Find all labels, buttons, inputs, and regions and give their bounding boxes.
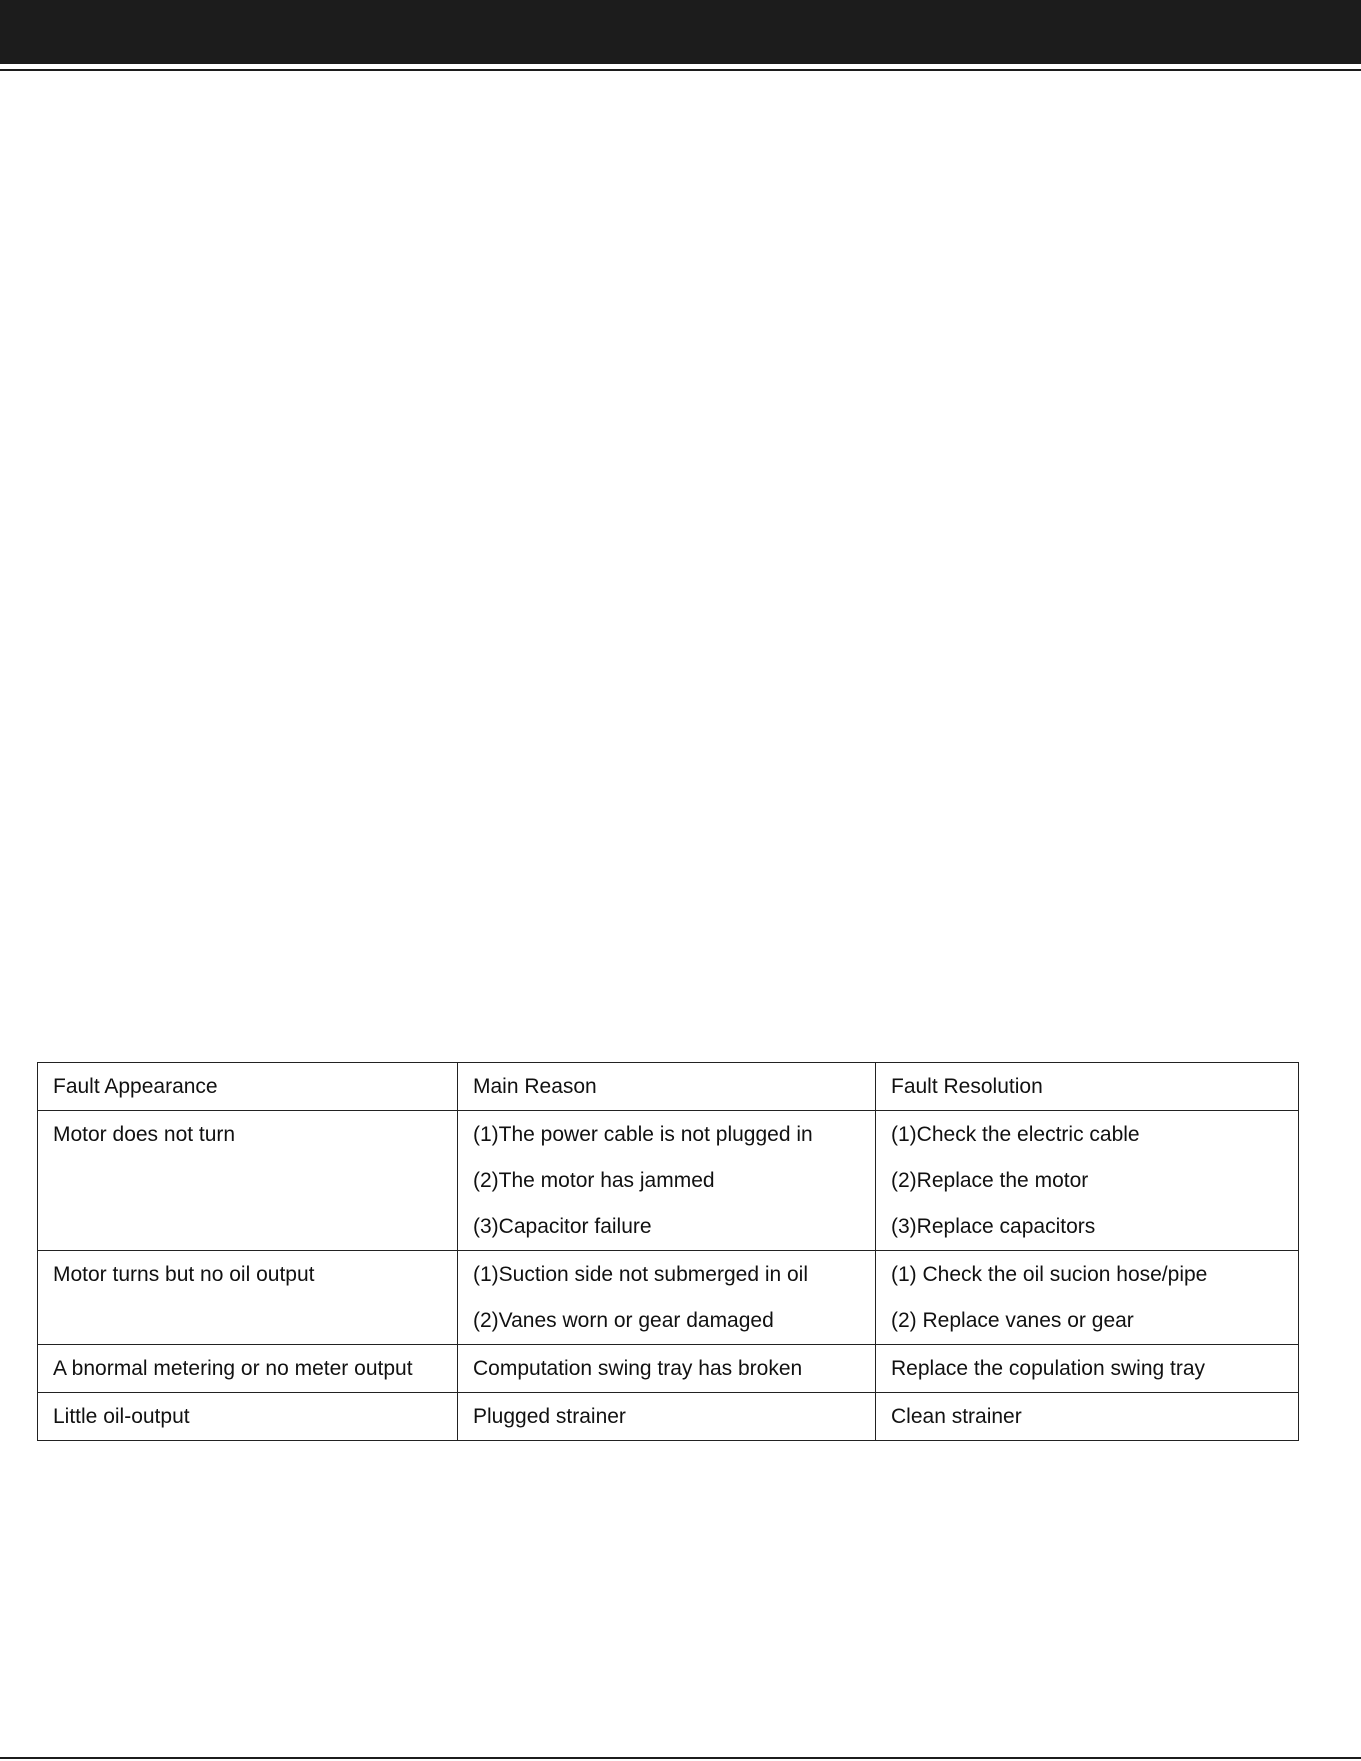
resolution-text: Replace the copulation swing tray xyxy=(891,1357,1206,1380)
table-row xyxy=(38,1111,1299,1251)
fault-text: Motor turns but no oil output xyxy=(53,1263,315,1286)
reason-text: (3)Capacitor failure xyxy=(473,1215,652,1238)
table-row xyxy=(38,1251,1299,1345)
reason-cell xyxy=(458,1111,876,1251)
reason-text: Plugged strainer xyxy=(473,1405,626,1428)
fault-cell xyxy=(38,1111,458,1251)
table-header-row xyxy=(38,1063,1299,1111)
resolution-text: (1)Check the electric cable xyxy=(891,1123,1140,1146)
fault-cell xyxy=(38,1345,458,1393)
fault-text: Motor does not turn xyxy=(53,1123,236,1146)
reason-text: (1)Suction side not submerged in oil xyxy=(473,1263,809,1286)
resolution-cell xyxy=(876,1393,1299,1441)
footer-rule xyxy=(0,1757,1361,1759)
reason-cell xyxy=(458,1345,876,1393)
table-row xyxy=(38,1393,1299,1441)
header-main-reason: Main Reason xyxy=(458,1063,876,1111)
fault-text: A bnormal metering or no meter output xyxy=(53,1357,413,1380)
table-row xyxy=(38,1345,1299,1393)
resolution-text: (1) Check the oil sucion hose/pipe xyxy=(891,1263,1208,1286)
reason-text: Computation swing tray has broken xyxy=(473,1357,803,1380)
header-fault-resolution: Fault Resolution xyxy=(876,1063,1299,1111)
fault-cell xyxy=(38,1393,458,1441)
header-bar xyxy=(0,0,1361,64)
reason-text: (2)Vanes worn or gear damaged xyxy=(473,1309,774,1332)
troubleshooting-table-container xyxy=(37,1062,1298,1441)
resolution-text: Clean strainer xyxy=(891,1405,1022,1428)
reason-text: (1)The power cable is not plugged in xyxy=(473,1123,813,1146)
fault-text: Little oil-output xyxy=(53,1405,190,1428)
resolution-cell xyxy=(876,1251,1299,1345)
resolution-cell xyxy=(876,1345,1299,1393)
reason-cell xyxy=(458,1251,876,1345)
reason-cell xyxy=(458,1393,876,1441)
header-rule xyxy=(0,69,1361,71)
fault-cell xyxy=(38,1251,458,1345)
header-fault-appearance: Fault Appearance xyxy=(38,1063,458,1111)
resolution-cell xyxy=(876,1111,1299,1251)
resolution-text: (2) Replace vanes or gear xyxy=(891,1309,1134,1332)
reason-text: (2)The motor has jammed xyxy=(473,1169,715,1192)
resolution-text: (3)Replace capacitors xyxy=(891,1215,1096,1238)
troubleshooting-table xyxy=(37,1062,1299,1441)
resolution-text: (2)Replace the motor xyxy=(891,1169,1089,1192)
